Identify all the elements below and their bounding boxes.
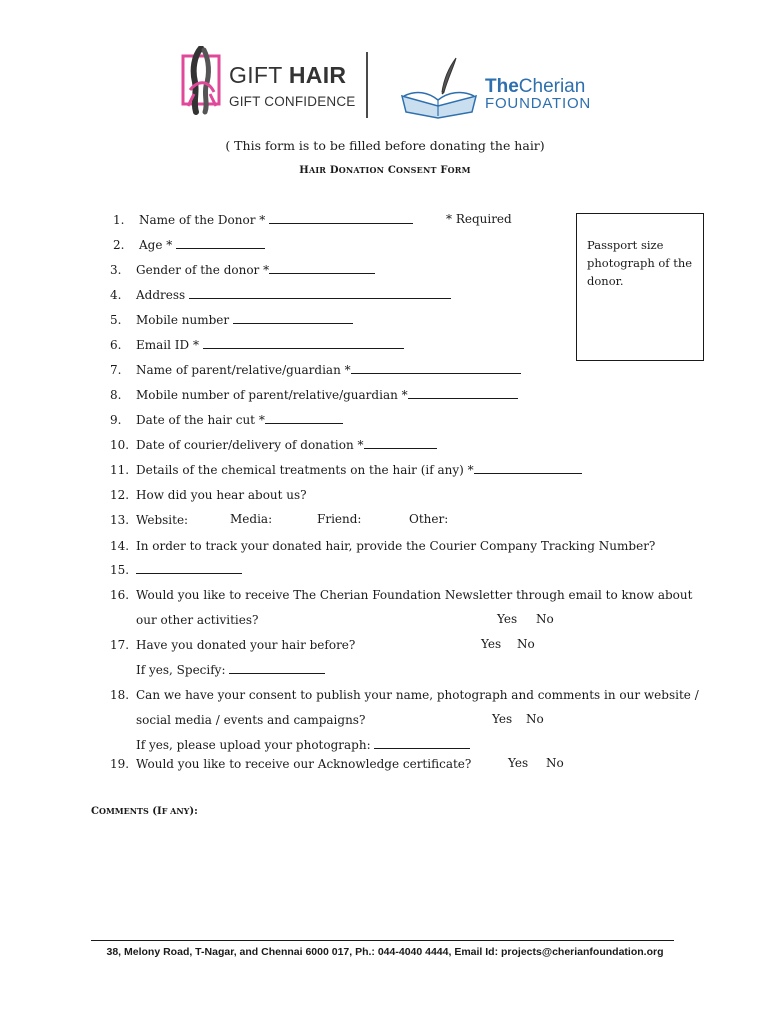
question-11: 11. Details of the chemical treatments on the hair (if any) * [110,462,582,478]
passport-photo-box[interactable] [576,213,704,361]
courier-date-field[interactable] [364,437,437,449]
gift-hair-logo-icon [180,46,225,116]
question-18-continued: social media / events and campaigns? [136,713,366,727]
form-title: HAIR DONATION CONSENT FORM [299,165,471,176]
donated-before-yes-option[interactable]: Yes [481,637,502,651]
question-9: 9. Date of the hair cut * [110,412,343,428]
photo-box-label: Passport size photograph of the donor. [587,238,693,288]
question-17-specify: If yes, Specify: [136,662,325,678]
footer-divider [91,940,674,941]
question-14: 14. In order to track your donated hair, provide the Courier Company Tracking Number? [110,539,656,553]
question-16-continued: our other activities? [136,613,259,627]
haircut-date-field[interactable] [265,412,343,424]
question-2: 2. Age * [113,237,265,253]
comments-label: COMMENTS (IF ANY): [91,806,198,817]
mobile-number-field[interactable] [233,312,353,324]
question-8: 8. Mobile number of parent/relative/guardian * [110,387,518,403]
option-media[interactable]: Media: [230,512,273,526]
form-subtitle: ( This form is to be filled before donating the hair) [225,138,545,153]
question-19: 19. Would you like to receive our Acknowledge certificate? [110,757,472,771]
publish-consent-yes-option[interactable]: Yes [492,712,513,726]
gift-hair-tagline: GIFT CONFIDENCE [229,94,356,109]
footer-address: 38, Melony Road, T-Nagar, and Chennai 6000 017, Ph.: 044-4040 4444, Email Id: projects@cherianfoundation.org [106,946,664,958]
question-15: 15. [110,562,242,578]
donor-name-field[interactable] [269,212,413,224]
question-18: 18. Can we have your consent to publish your name, photograph and comments in our website / [110,688,699,702]
gift-hair-logo-text: GIFT HAIR [229,62,347,88]
question-5: 5. Mobile number [110,312,353,328]
age-field[interactable] [176,237,265,249]
question-13: 13. Website: [110,513,189,527]
publish-consent-no-option[interactable]: No [526,712,544,726]
guardian-mobile-field[interactable] [408,387,518,399]
option-other[interactable]: Other: [409,512,449,526]
cherian-logo-name: TheCherian [485,76,586,97]
question-10: 10. Date of courier/delivery of donation * [110,437,437,453]
chemical-treatment-field[interactable] [474,462,582,474]
gender-field[interactable] [269,262,375,274]
newsletter-yes-option[interactable]: Yes [497,612,518,626]
question-3: 3. Gender of the donor * [110,262,375,278]
question-16: 16. Would you like to receive The Cherian Foundation Newsletter through email to know about [110,588,693,602]
open-book-quill-icon [398,56,482,120]
tracking-number-field[interactable] [136,562,242,574]
question-1: 1. Name of the Donor * [113,212,413,228]
option-friend[interactable]: Friend: [317,512,362,526]
required-note: * Required [446,212,512,226]
certificate-yes-option[interactable]: Yes [508,756,529,770]
address-field[interactable] [189,287,451,299]
email-field[interactable] [203,337,404,349]
question-7: 7. Name of parent/relative/guardian * [110,362,521,378]
logo-divider [366,52,368,118]
question-18-upload: If yes, please upload your photograph: [136,737,470,753]
certificate-no-option[interactable]: No [546,756,564,770]
donated-before-specify-field[interactable] [229,662,325,674]
question-4: 4. Address [110,287,451,303]
donated-before-no-option[interactable]: No [517,637,535,651]
question-12: 12. How did you hear about us? [110,488,307,502]
newsletter-no-option[interactable]: No [536,612,554,626]
question-17: 17. Have you donated your hair before? [110,638,356,652]
option-website[interactable]: Website: [136,513,189,527]
cherian-logo-foundation: FOUNDATION [485,95,592,112]
guardian-name-field[interactable] [351,362,521,374]
photo-upload-field[interactable] [374,737,470,749]
question-6: 6. Email ID * [110,337,404,353]
